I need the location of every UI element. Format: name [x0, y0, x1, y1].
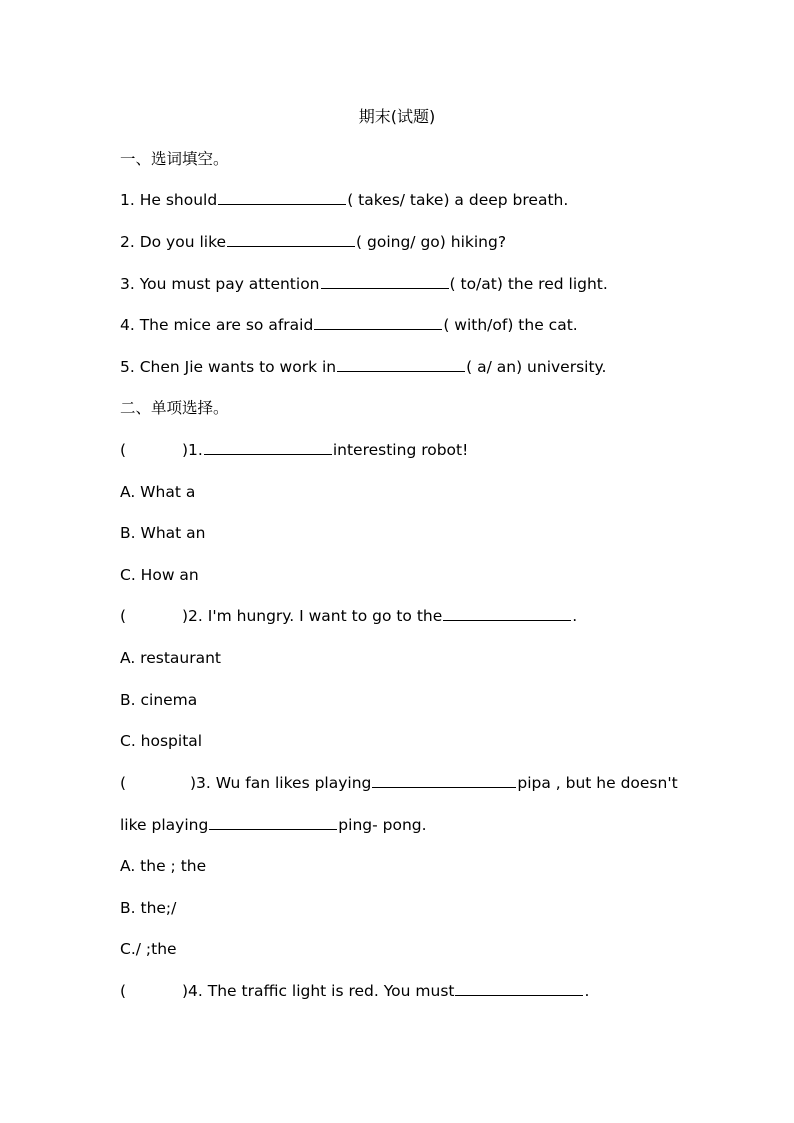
fill-item-3: [120, 273, 608, 295]
option-a: A. the ; the: [120, 857, 207, 875]
answer-paren-open[interactable]: (: [120, 982, 127, 1000]
mc-question-2: [120, 605, 577, 627]
question-stem-end: interesting robot!: [332, 441, 469, 459]
fill-item-text: 2. Do you like: [120, 233, 227, 251]
answer-paren-open[interactable]: (: [120, 774, 127, 792]
fill-item-choices: ( takes/ take) a deep breath.: [347, 191, 569, 209]
fill-item-4: [120, 314, 578, 336]
fill-item-choices: ( with/of) the cat.: [443, 316, 578, 334]
question-stem: )3. Wu fan likes playing: [190, 774, 372, 792]
option-a: A. restaurant: [120, 649, 221, 667]
question-stem: )4. The traffic light is red. You must: [182, 982, 455, 1000]
answer-blank[interactable]: [209, 814, 337, 830]
answer-blank[interactable]: [372, 772, 516, 788]
fill-item-text: 5. Chen Jie wants to work in: [120, 358, 337, 376]
fill-item-choices: ( going/ go) hiking?: [356, 233, 507, 251]
answer-blank[interactable]: [443, 605, 571, 621]
section-2-heading: 二、单项选择。: [120, 399, 229, 417]
option-c: C. hospital: [120, 732, 203, 750]
question-stem-mid: pipa , but he doesn't: [517, 774, 678, 792]
option-c: C. How an: [120, 566, 199, 584]
question-stem: )1.: [182, 441, 203, 459]
page-title: 期末(试题): [358, 107, 436, 126]
mc-question-3-continued: [120, 814, 427, 836]
mc-question-3: [120, 772, 678, 794]
answer-blank[interactable]: [314, 314, 442, 330]
fill-item-2: [120, 231, 506, 253]
option-a: A. What a: [120, 483, 196, 501]
option-b: B. the;/: [120, 899, 177, 917]
question-stem-end: .: [572, 607, 578, 625]
question-stem-end: ping- pong.: [338, 816, 427, 834]
option-b: B. cinema: [120, 691, 198, 709]
answer-blank[interactable]: [218, 189, 346, 205]
answer-paren-open[interactable]: (: [120, 441, 127, 459]
answer-blank[interactable]: [337, 356, 465, 372]
fill-item-text: 4. The mice are so afraid: [120, 316, 314, 334]
answer-blank[interactable]: [321, 273, 449, 289]
fill-item-choices: ( a/ an) university.: [466, 358, 607, 376]
option-c: C./ ;the: [120, 940, 177, 958]
section-1-heading: 一、选词填空。: [120, 150, 229, 168]
fill-item-choices: ( to/at) the red light.: [449, 275, 608, 293]
option-b: B. What an: [120, 524, 206, 542]
fill-item-1: [120, 189, 568, 211]
answer-blank[interactable]: [227, 231, 355, 247]
mc-question-1: [120, 439, 468, 461]
answer-blank[interactable]: [204, 439, 332, 455]
question-stem-end: .: [584, 982, 590, 1000]
fill-item-text: 1. He should: [120, 191, 218, 209]
question-stem: like playing: [120, 816, 209, 834]
question-stem: )2. I'm hungry. I want to go to the: [182, 607, 443, 625]
answer-paren-open[interactable]: (: [120, 607, 127, 625]
fill-item-text: 3. You must pay attention: [120, 275, 320, 293]
mc-question-4: [120, 980, 589, 1002]
fill-item-5: [120, 356, 606, 378]
answer-blank[interactable]: [455, 980, 583, 996]
